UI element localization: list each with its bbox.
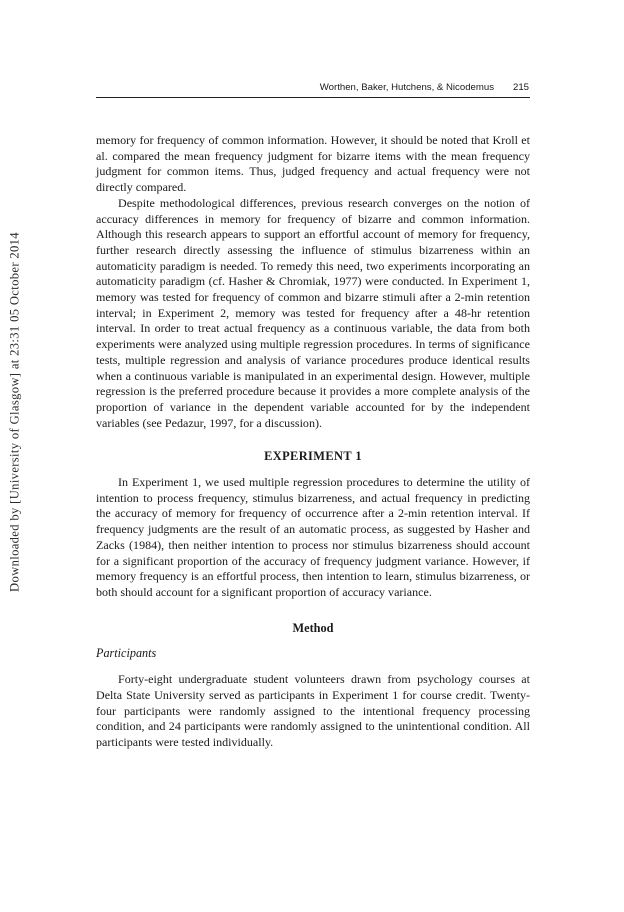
- paragraph-participants: Forty-eight undergraduate student volunteers drawn from psychology courses at Delta State University served as participants in Experiment 1 for course credit. Twenty-four participants were randomly assigned to the intentional frequency processing condition, and 24 participants were randomly assigned to the unintentional condition. All participants were tested individually.: [96, 672, 530, 749]
- section-heading: EXPERIMENT 1: [264, 449, 362, 464]
- paragraph-continuation: memory for frequency of common information. However, it should be noted that Kroll et al. compared the mean frequency judgment for bizarre items with the mean frequency judgment for common items. Thus, judged frequency and actual frequency were not directly compared.: [96, 133, 530, 195]
- running-header: [96, 79, 530, 98]
- paragraph-experiment-1: In Experiment 1, we used multiple regression procedures to determine the utility of intention to process frequency, stimulus bizarreness, and actual frequency in predicting the accuracy of memory for frequency of occurrence after a 2-min retention interval. If frequency judgments are the result of an automatic process, as suggested by Hasher and Zacks (1984), then neither intention to process nor stimulus bizarreness should account for a significant proportion of the accuracy of frequency judgment variance. However, if memory frequency is an effortful process, then intention to learn, stimulus bizarreness, or both should account for a significant proportion of accuracy variance.: [96, 475, 530, 599]
- article-body: [96, 133, 530, 751]
- download-watermark: [3, 172, 27, 652]
- paragraph-methodological-differences: Despite methodological differences, previous research converges on the notion of accuracy differences in memory for frequency of bizarre and common information. Although this research appears to support an effortful account of memory for frequency, further research directly assessing the influence of stimulus bizarreness within an automaticity paradigm is needed. To remedy this need, two experiments incorporating an automaticity paradigm (cf. Hasher & Chromiak, 1977) were conducted. In Experiment 1, memory was tested for frequency of common and bizarre stimuli after a 2-min retention interval; in Experiment 2, memory was tested for frequency after a 48-hr retention interval. In order to treat actual frequency as a continuous variable, the data from both experiments were analyzed using multiple regression procedures. In terms of significance tests, multiple regression and analysis of variance procedures produce identical results when a continuous variable is manipulated in an experimental design. However, multiple regression is the preferred procedure because it provides a more complete analysis of the proportion of variance in the dependent variable accounted for by the independent variables (see Pedazur, 1997, for a discussion).: [96, 195, 530, 430]
- subsubsection-heading: Participants: [96, 646, 157, 661]
- page-number: 215: [512, 82, 529, 93]
- running-title: Worthen, Baker, Hutchens, & Nicodemus: [319, 82, 494, 93]
- download-note: Downloaded by [University of Glasgow] at 23:31 05 October 2014: [7, 232, 22, 592]
- subsection-heading: Method: [292, 620, 334, 635]
